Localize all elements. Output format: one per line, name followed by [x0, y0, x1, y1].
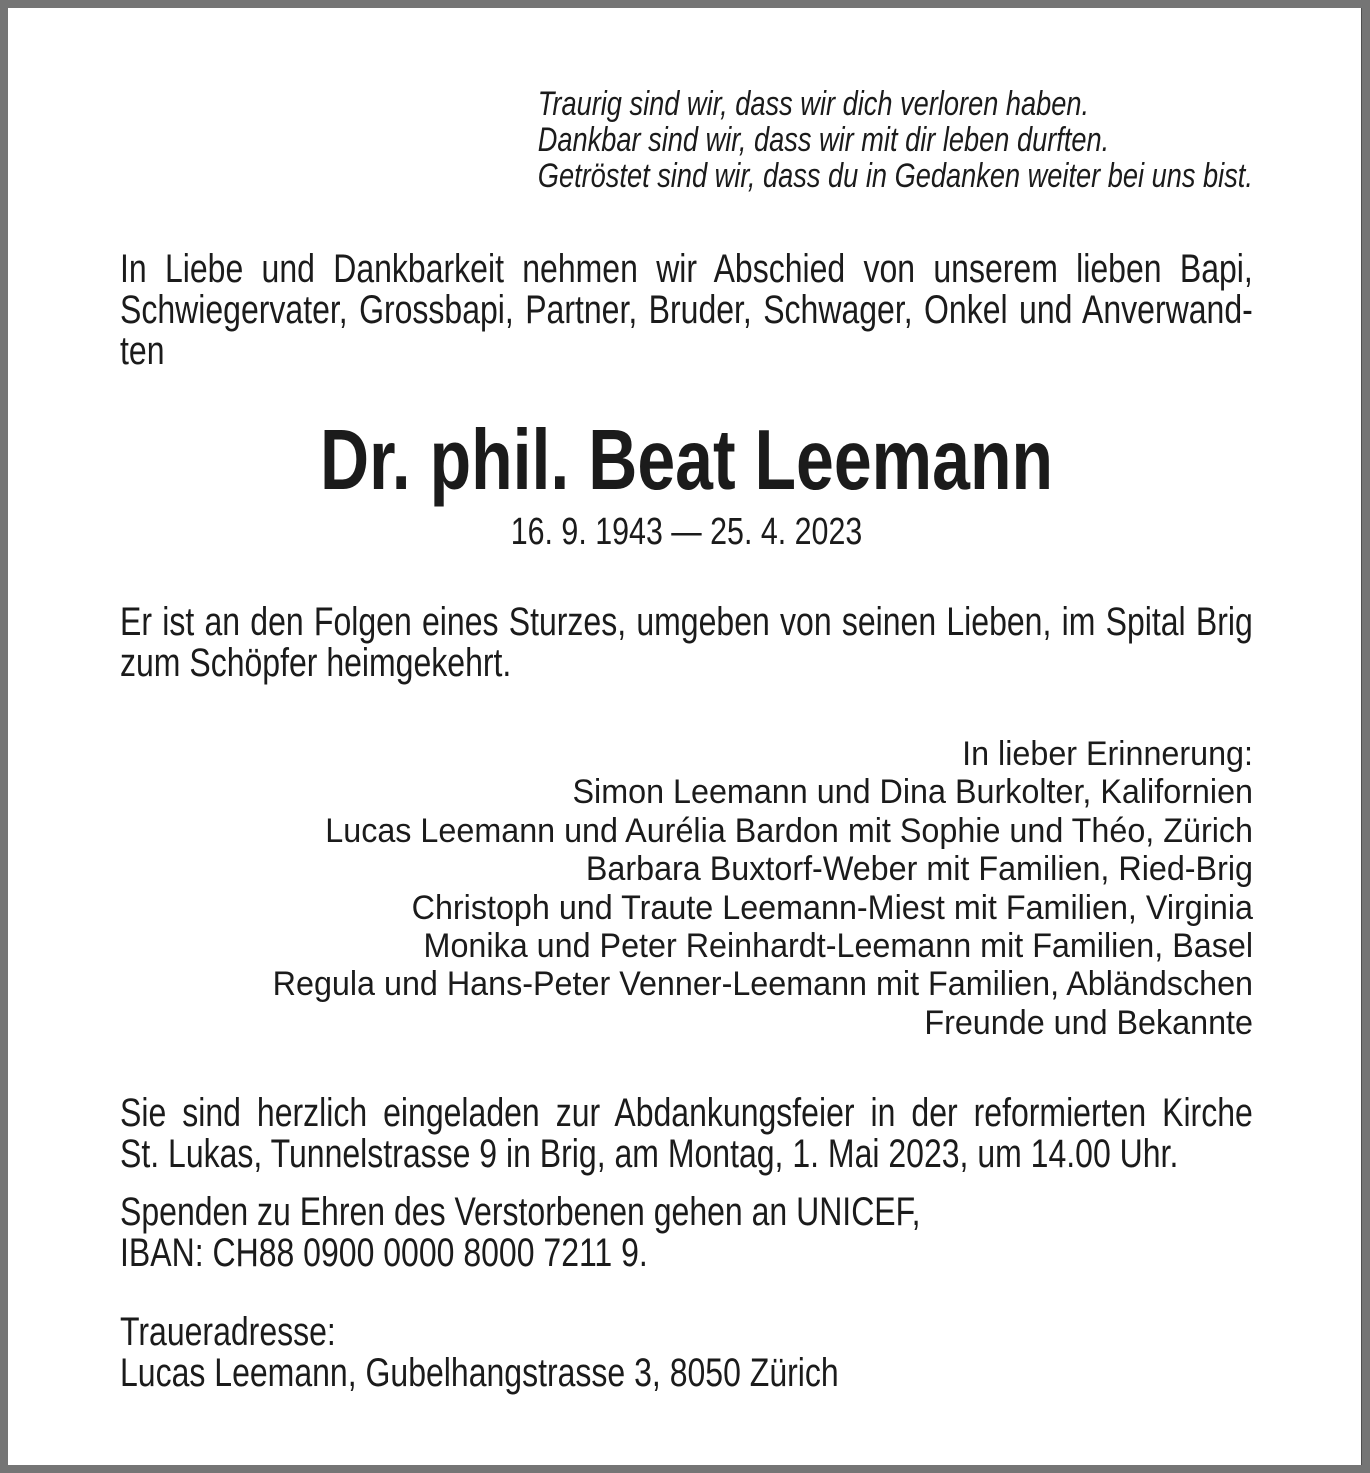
funeral-line-1: Sie sind herzlich eingeladen zur Abdankungsfeier in der reformierten Kirche [120, 1091, 1253, 1136]
memorial-list [120, 735, 1253, 1042]
intro-line-2: Schwiegervater, Grossbapi, Partner, Bruder, Schwager, Onkel und Anverwand- [120, 288, 1253, 332]
mourning-address-value: Lucas Leemann, Gubelhangstrasse 3, 8050 Zürich [120, 1351, 839, 1396]
mourning-address-block [120, 1312, 1253, 1394]
memorial-entry-3: Barbara Buxtorf-Weber mit Familien, Ried-Brig [585, 850, 1253, 889]
memorial-entry-2: Lucas Leemann und Aurélia Bardon mit Sophie und Théo, Zürich [325, 811, 1253, 850]
verse-line-3: Getröstet sind wir, dass du in Gedanken weiter bei uns bist. [537, 157, 1253, 195]
memorial-entry-7: Freunde und Bekannte [924, 1003, 1253, 1042]
death-cause-paragraph [120, 602, 1253, 684]
intro-paragraph [120, 249, 1253, 372]
life-dates: 16. 9. 1943 — 25. 4. 2023 [510, 511, 863, 553]
mourning-address-label: Traueradresse: [120, 1310, 336, 1355]
memorial-verse-block [538, 86, 1253, 194]
death-cause-line-1: Er ist an den Folgen eines Sturzes, umgeben von seinen Lieben, im Spital Brig [120, 600, 1253, 644]
memorial-heading: In lieber Erinnerung: [962, 735, 1253, 773]
obituary-content [120, 8, 1253, 1394]
memorial-entry-5: Monika und Peter Reinhardt-Leemann mit Familien, Basel [423, 927, 1254, 966]
funeral-invitation-paragraph [120, 1093, 1253, 1175]
memorial-entry-4: Christoph und Traute Leemann-Miest mit Familien, Virginia [411, 888, 1254, 927]
donations-line-1: Spenden zu Ehren des Verstorbenen gehen an UNICEF, [120, 1190, 921, 1235]
funeral-line-2: St. Lukas, Tunnelstrasse 9 in Brig, am Montag, 1. Mai 2023, um 14.00 Uhr. [120, 1132, 1179, 1177]
memorial-verse [120, 86, 1253, 194]
memorial-entry-1: Simon Leemann und Dina Burkolter, Kalifornien [572, 773, 1253, 812]
death-cause-line-2: zum Schöpfer heimgekehrt. [120, 641, 512, 685]
donations-iban-line: IBAN: CH88 0900 0000 8000 7211 9. [120, 1231, 648, 1276]
verse-line-2: Dankbar sind wir, dass wir mit dir leben durften. [537, 121, 1110, 159]
memorial-entry-6: Regula und Hans-Peter Venner-Leemann mit Familien, Abländschen [272, 965, 1253, 1004]
verse-line-1: Traurig sind wir, dass wir dich verloren haben. [537, 85, 1090, 123]
donations-paragraph [120, 1192, 1253, 1274]
intro-line-1: In Liebe und Dankbarkeit nehmen wir Abschied von unserem lieben Bapi, [120, 247, 1253, 291]
intro-line-3: ten [120, 329, 165, 373]
deceased-name: Dr. phil. Beat Leemann [319, 413, 1054, 508]
